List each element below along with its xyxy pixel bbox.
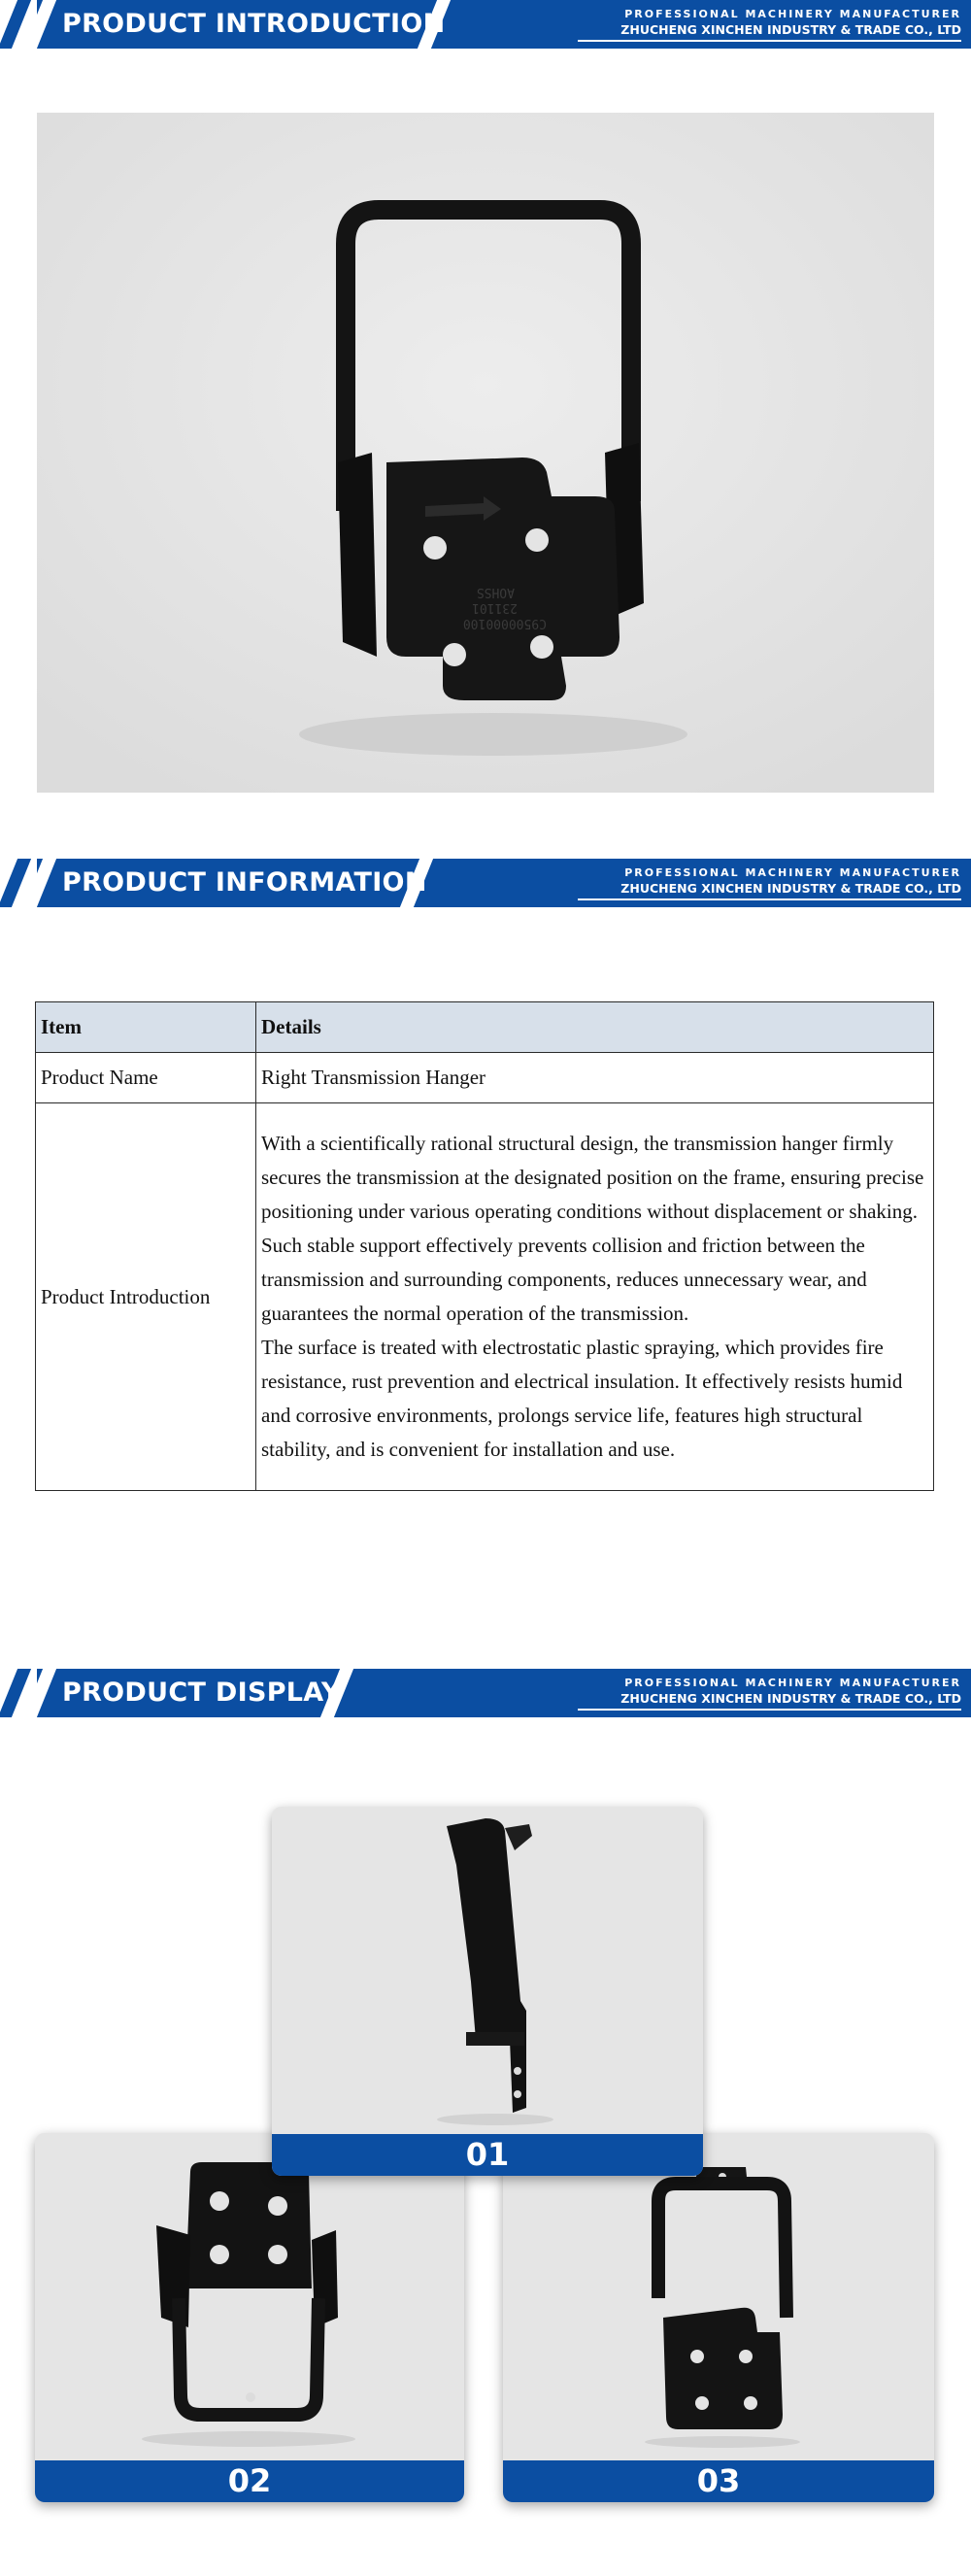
part-marking-line1: C9500000100: [462, 616, 547, 630]
part-marking-line2: 231101: [472, 600, 518, 615]
banner-company: ZHUCHENG XINCHEN INDUSTRY & TRADE CO., LTD: [620, 881, 961, 896]
table-header-row: [36, 1002, 934, 1053]
table-cell-details: [256, 1103, 934, 1491]
banner-tagline: PROFESSIONAL MACHINERY MANUFACTURER: [624, 1677, 961, 1689]
section-title: PRODUCT DISPLAY: [62, 1678, 341, 1708]
part-marking-line3: AOHSS: [476, 585, 515, 599]
section-banner-information: [0, 859, 971, 907]
section-title: PRODUCT INTRODUCTION: [62, 9, 446, 39]
section-title: PRODUCT INFORMATION: [62, 867, 427, 898]
intro-paragraph: Such stable support effectively prevents collision and friction between the transmission and surrounding components, reduces unnecessary wear, and guarantees the normal operation of the transmission.: [261, 1234, 867, 1325]
transmission-hanger-image: [37, 113, 934, 793]
section-banner-introduction: [0, 0, 971, 49]
display-card-02: [35, 2133, 464, 2502]
card-label: 03: [503, 2460, 934, 2502]
banner-underline: [578, 40, 961, 42]
table-row: [36, 1103, 934, 1491]
intro-paragraph: The surface is treated with electrostatic plastic spraying, which provides fire resistance, rust prevention and electrical insulation. It effectively resists humid and corrosive environments, prolongs service life, features high structural stability, and is convenient for installation and use.: [261, 1336, 903, 1461]
table-row: [36, 1053, 934, 1103]
card-label: 01: [272, 2134, 703, 2176]
banner-tagline: PROFESSIONAL MACHINERY MANUFACTURER: [624, 8, 961, 20]
banner-underline: [578, 1709, 961, 1711]
product-front-view-image: [503, 2133, 934, 2460]
table-cell-item: Product Name: [36, 1053, 256, 1103]
banner-underline: [578, 898, 961, 900]
display-card-01: [272, 1807, 703, 2176]
product-side-view-image: [272, 1807, 703, 2134]
hero-product-photo: [37, 113, 934, 793]
product-top-view-image: [35, 2133, 464, 2460]
display-card-03: [503, 2133, 934, 2502]
banner-company: ZHUCHENG XINCHEN INDUSTRY & TRADE CO., LTD: [620, 22, 961, 37]
card-label: 02: [35, 2460, 464, 2502]
section-banner-display: [0, 1669, 971, 1717]
intro-paragraph: With a scientifically rational structural design, the transmission hanger firmly secures the transmission at the designated position on the frame, ensuring precise positioning under various operating conditions without displacement or shaking.: [261, 1132, 924, 1223]
product-info-table: [35, 1001, 934, 1491]
banner-company: ZHUCHENG XINCHEN INDUSTRY & TRADE CO., LTD: [620, 1691, 961, 1706]
table-cell-details: Right Transmission Hanger: [256, 1053, 934, 1103]
banner-tagline: PROFESSIONAL MACHINERY MANUFACTURER: [624, 866, 961, 879]
product-introduction-text: [261, 1103, 928, 1490]
table-header-details: Details: [256, 1002, 934, 1053]
table-header-item: Item: [36, 1002, 256, 1053]
table-cell-item: Product Introduction: [36, 1103, 256, 1491]
